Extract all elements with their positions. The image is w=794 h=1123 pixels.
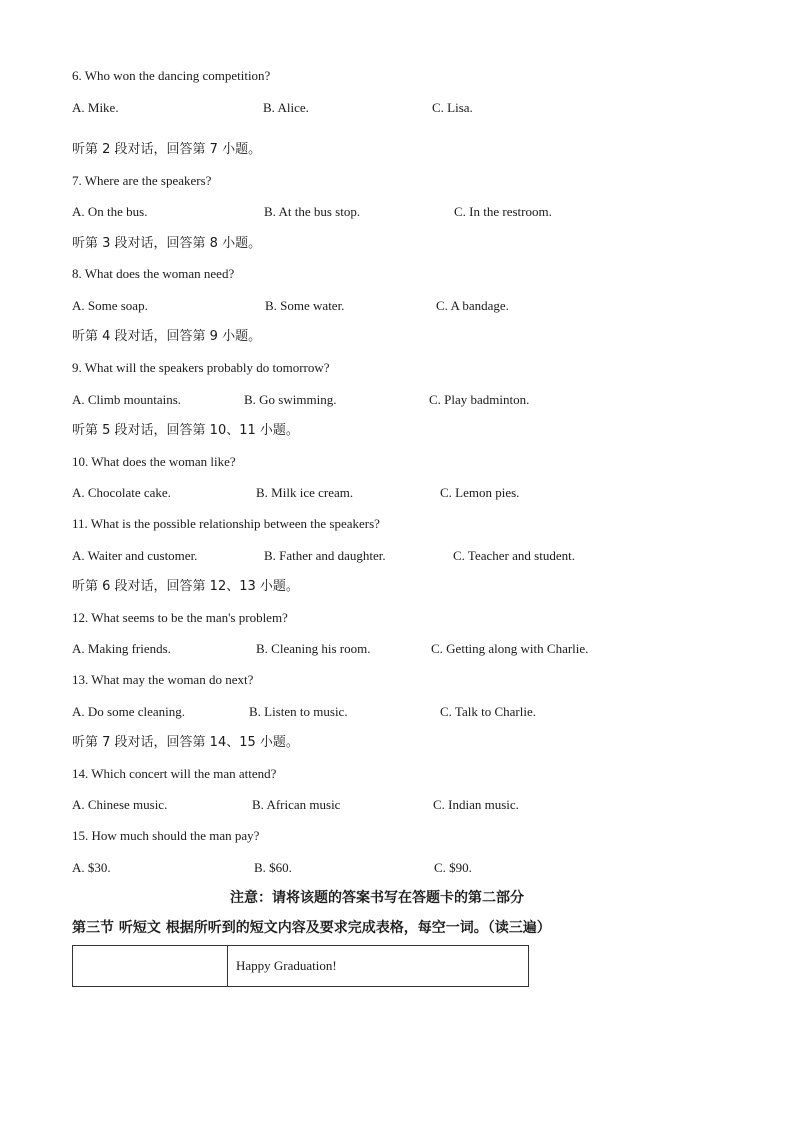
instruction-dialogue-6: 听第 6 段对话，回答第 12、13 小题。 xyxy=(72,579,299,594)
question-11: 11. What is the possible relationship between the speakers? xyxy=(72,516,380,531)
option-6c: C. Lisa. xyxy=(432,100,473,115)
option-15c: C. $90. xyxy=(434,860,472,875)
question-15: 15. How much should the man pay? xyxy=(72,828,260,843)
option-12b: B. Cleaning his room. xyxy=(256,641,371,656)
question-12: 12. What seems to be the man's problem? xyxy=(72,610,288,625)
option-13b: B. Listen to music. xyxy=(249,704,348,719)
question-7: 7. Where are the speakers? xyxy=(72,173,212,188)
option-15b: B. $60. xyxy=(254,860,292,875)
option-15a: A. $30. xyxy=(72,860,111,875)
option-11c: C. Teacher and student. xyxy=(453,548,575,563)
instruction-dialogue-3: 听第 3 段对话，回答第 8 小题。 xyxy=(72,236,262,251)
option-8c: C. A bandage. xyxy=(436,298,509,313)
option-11a: A. Waiter and customer. xyxy=(72,548,198,563)
option-9c: C. Play badminton. xyxy=(429,392,530,407)
option-14b: B. African music xyxy=(252,797,341,812)
instruction-dialogue-5: 听第 5 段对话，回答第 10、11 小题。 xyxy=(72,423,299,438)
option-12c: C. Getting along with Charlie. xyxy=(431,641,589,656)
option-8a: A. Some soap. xyxy=(72,298,148,313)
question-9: 9. What will the speakers probably do tomorrow? xyxy=(72,360,330,375)
table-cell-blank xyxy=(73,946,228,987)
option-7c: C. In the restroom. xyxy=(454,204,552,219)
option-12a: A. Making friends. xyxy=(72,641,171,656)
option-14c: C. Indian music. xyxy=(433,797,519,812)
option-7a: A. On the bus. xyxy=(72,204,148,219)
option-13a: A. Do some cleaning. xyxy=(72,704,186,719)
question-8: 8. What does the woman need? xyxy=(72,266,235,281)
option-6b: B. Alice. xyxy=(263,100,309,115)
option-6a: A. Mike. xyxy=(72,100,119,115)
option-9b: B. Go swimming. xyxy=(244,392,337,407)
option-8b: B. Some water. xyxy=(265,298,345,313)
instruction-dialogue-4: 听第 4 段对话，回答第 9 小题。 xyxy=(72,329,262,344)
option-14a: A. Chinese music. xyxy=(72,797,168,812)
table-row xyxy=(73,946,529,987)
option-13c: C. Talk to Charlie. xyxy=(440,704,536,719)
answer-sheet-notice: 注意：请将该题的答案书写在答题卡的第二部分 xyxy=(230,890,524,906)
table-cell-title: Happy Graduation! xyxy=(228,946,529,987)
option-10b: B. Milk ice cream. xyxy=(256,485,354,500)
question-13: 13. What may the woman do next? xyxy=(72,672,254,687)
section-3-heading: 第三节 听短文 根据所听到的短文内容及要求完成表格，每空一词。（读三遍） xyxy=(72,920,551,936)
question-6: 6. Who won the dancing competition? xyxy=(72,68,271,83)
question-14: 14. Which concert will the man attend? xyxy=(72,766,277,781)
question-10: 10. What does the woman like? xyxy=(72,454,236,469)
option-10c: C. Lemon pies. xyxy=(440,485,520,500)
option-10a: A. Chocolate cake. xyxy=(72,485,171,500)
option-11b: B. Father and daughter. xyxy=(264,548,386,563)
instruction-dialogue-7: 听第 7 段对话，回答第 14、15 小题。 xyxy=(72,735,299,750)
option-7b: B. At the bus stop. xyxy=(264,204,361,219)
option-9a: A. Climb mountains. xyxy=(72,392,182,407)
instruction-dialogue-2: 听第 2 段对话，回答第 7 小题。 xyxy=(72,142,262,157)
answer-table xyxy=(72,945,529,987)
